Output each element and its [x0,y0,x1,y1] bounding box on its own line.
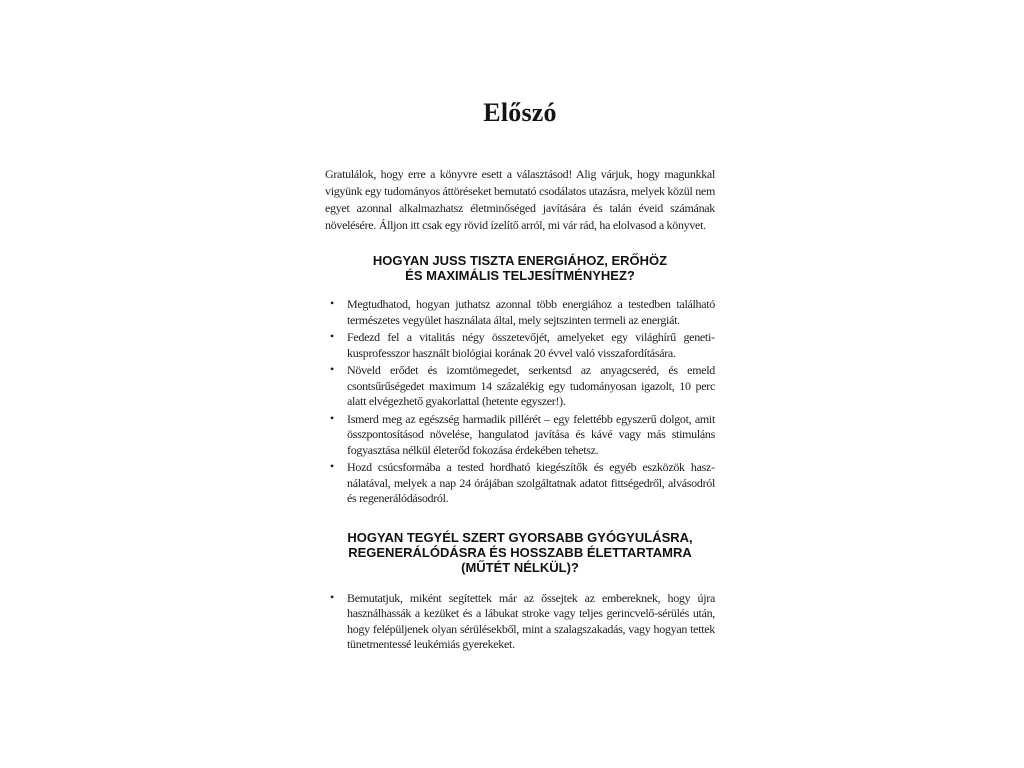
section-heading-energy [325,253,715,283]
bullet-icon: • [330,459,334,473]
bullet-list-healing [325,591,715,653]
bullet-icon: • [330,296,334,310]
bullet-text: Megtudhatod, hogyan juthatsz azonnal több energiához a testedben található természetes vegyület használata által, mely sejtszinten termeli az energiát. [347,297,715,327]
list-item [325,363,715,410]
bullet-text: Ismerd meg az egészség harmadik pillérét – egy felettébb egyszerű dolgot, amit összpontosításod növelése, hangulatod javítása és kávé vagy más stimuláns fogyasztása nélkül életerőd fokozása érdekében tehetsz. [347,411,715,457]
section-heading-healing [325,530,715,575]
list-item [325,330,715,361]
chapter-title: Előszó [483,98,557,127]
text-column [325,0,715,653]
list-item [325,460,715,507]
list-item [325,591,715,653]
bullet-text: Bemutatjuk, miként segítettek már az őssejtek az embereknek, hogy újra használhassák a kezüket és a lábukat stroke vagy teljes gerincvelő-sérülés után, hogy felépüljenek olyan sérülésekből, mint a szalagszakadás, vagy hogyan tettek tünetmentessé leukémiás gyerekeket. [347,590,715,651]
bullet-icon: • [330,589,334,604]
heading-line: HOGYAN JUSS TISZTA ENERGIÁHOZ, ERŐHÖZ [372,253,668,268]
bullet-text: Hozd csúcsformába a tested hordható kiegészítők és egyéb eszközök használatával, melyek a nap 24 órájában szolgáltatnak adatot fittségedről, alvásodról és regenerálódásodról. [347,460,715,505]
heading-line: (MŰTÉT NÉLKÜL)? [461,559,579,575]
bullet-icon: • [330,329,334,343]
bullet-text: Növeld erődet és izomtömegedet, serkentsd az anyagcseréd, és emeld csontsűrűségedet maximum 14 százalékig egy tudományosan igazolt, 10 perc alatt elvégezhető gyakorlattal (hetente egyszer!). [347,363,715,408]
bullet-list-energy [325,297,715,507]
bullet-icon: • [330,362,334,376]
list-item [325,297,715,328]
intro-paragraph: Gratulálok, hogy erre a könyvre esett a választásod! Alig várjuk, hogy magunkkal vigyünk egy tudományos áttöréseket bemutató csodálatos utazásra, melyek közül nem egyet azonnal alkalmazhatsz életminőséged javítására és talán éveid számának növelésére. Álljon itt csak egy rövid ízelítő arról, mi vár rád, ha elolvasod a könyvet. [325,167,715,232]
heading-line: REGENERÁLÓDÁSRA ÉS HOSSZABB ÉLETTARTAMRA [348,544,692,560]
heading-line: ÉS MAXIMÁLIS TELJESÍTMÉNYHEZ? [405,268,635,283]
bullet-text: Fedezd fel a vitalitás négy összetevőjét, amelyeket egy világhírű genetikusprofesszor használt biológiai korának 20 évvel való visszafordítására. [347,330,715,360]
heading-line: HOGYAN TEGYÉL SZERT GYORSABB GYÓGYULÁSRA, [347,529,693,545]
list-item [325,412,715,459]
bullet-icon: • [330,410,334,425]
